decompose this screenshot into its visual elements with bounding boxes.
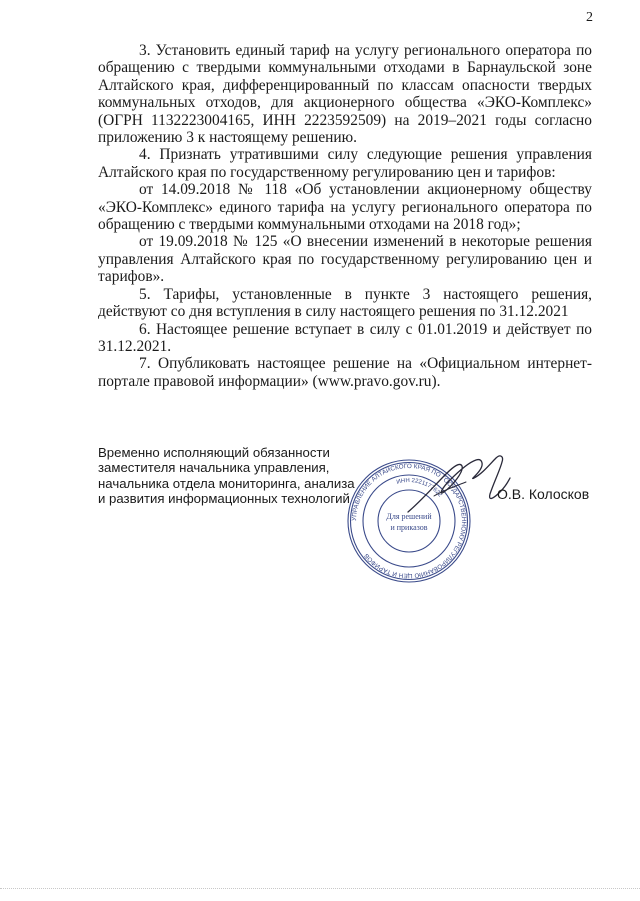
paragraph-item-4: 4. Признать утратившими силу следующие решения управления Алтайского края по государственному регулированию цен и тарифов:	[98, 146, 592, 181]
signatory-position	[98, 445, 360, 507]
scan-bottom-edge	[0, 888, 640, 889]
stamp-center-line-2: и приказов	[390, 523, 428, 532]
signatory-position-line: начальника отдела мониторинга, анализа	[98, 475, 355, 491]
signatory-position-line: и развития информационных технологий	[98, 491, 350, 507]
paragraph-item-7: 7. Опубликовать настоящее решение на «Официальном интернет-портале правовой информации» (www.pravo.gov.ru).	[98, 355, 592, 390]
stamp-center-line-1: Для решений	[386, 512, 432, 521]
paragraph-repealed-decision-125: от 19.09.2018 № 125 «О внесении изменений в некоторые решения управления Алтайского края по государственному регулированию цен и тарифов».	[98, 233, 592, 286]
stamp-inner-text: ИНН 2221177622	[395, 477, 443, 499]
signatory-position-line: Временно исполняющий обязанности	[98, 445, 330, 460]
signatory-position-line: заместителя начальника управления,	[98, 460, 330, 476]
signatory-name: О.В. Колосков	[497, 486, 590, 502]
paragraph-item-5: 5. Тарифы, установленные в пункте 3 настоящего решения, действуют со дня вступления в силу настоящего решения по 31.12.2021	[98, 285, 592, 321]
stamp-outer-text: УПРАВЛЕНИЕ АЛТАЙСКОГО КРАЯ ПО ГОСУДАРСТВЕННОМУ РЕГУЛИРОВАНИЮ ЦЕН И ТАРИФОВ	[350, 462, 468, 580]
paragraph-item-3: 3. Установить единый тариф на услугу регионального оператора по обращению с твердыми коммунальными отходами в Барнаульской зоне Алтайского края, дифференцированный по классам опасности твердых коммунальных отходов, для акционерного общества «ЭКО-Комплекс» (ОГРН 1132223004165, ИНН 2223592509) на 2019–2021 годы согласно приложению 3 к настоящему решению.	[98, 42, 592, 147]
document-body	[98, 42, 592, 390]
paragraph-item-6: 6. Настоящее решение вступает в силу с 01.01.2019 и действует по 31.12.2021.	[98, 320, 592, 355]
page-number: 2	[586, 10, 593, 25]
paragraph-repealed-decision-118: от 14.09.2018 № 118 «Об установлении акционерному обществу «ЭКО-Комплекс» единого тарифа на услугу регионального оператора по обращению с твердыми коммунальными отходами на 2018 год»;	[98, 181, 592, 234]
handwritten-signature	[404, 452, 514, 518]
